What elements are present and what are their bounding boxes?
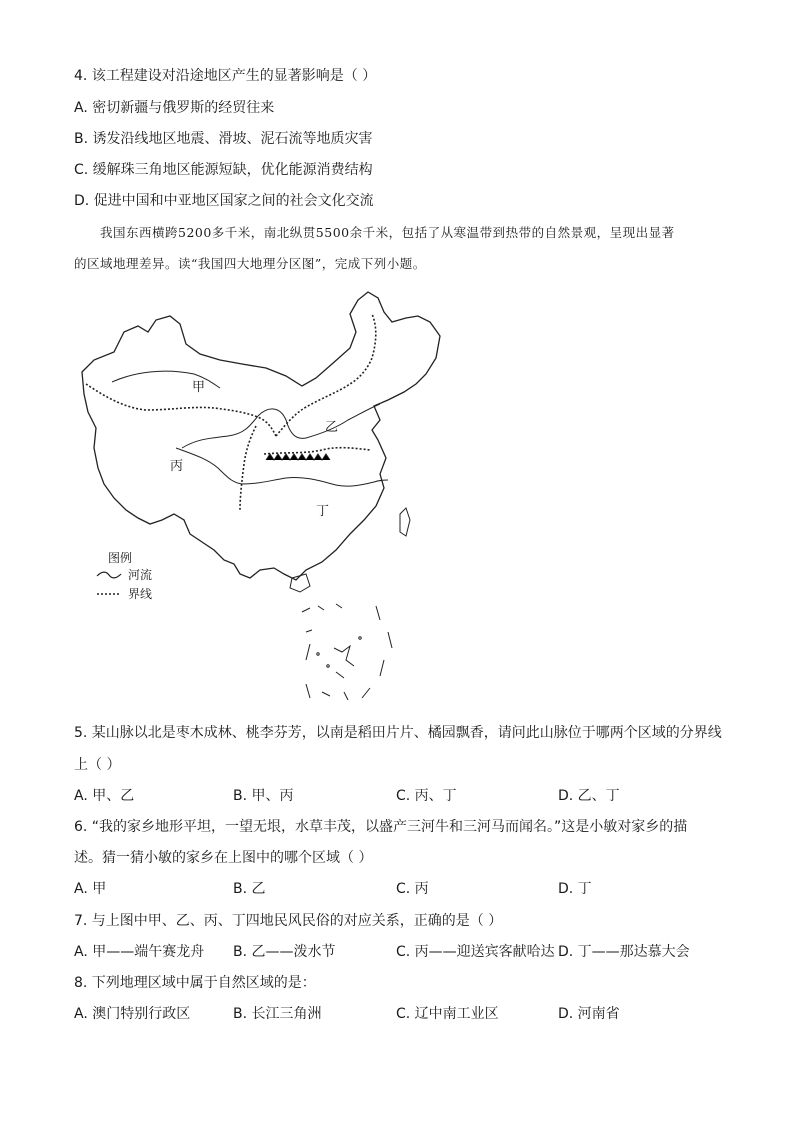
q7-option-c: C. 丙——迎送宾客献哈达 [396,944,555,960]
boundary-qinghai-tibet [240,426,256,510]
q7-option-a: A. 甲——端午赛龙舟 [74,944,205,960]
q6-option-b: B. 乙 [233,881,266,897]
q4-option-b: B. 诱发沿线地区地震、滑坡、泥石流等地质灾害 [74,131,373,147]
region-label-jia: 甲 [192,380,206,395]
q8-options [74,1004,734,1024]
q5-option-b: B. 甲、丙 [233,788,294,804]
q6-option-d: D. 丁 [558,881,592,897]
rivers [112,371,388,486]
q5-options [74,786,734,806]
q6-stem-line-1: 6. “我的家乡地形平坦，一望无垠，水草丰茂，以盛产三河牛和三河马而闻名。”这是小敏对家乡的描 [74,819,688,835]
region-label-ding: 丁 [316,504,330,519]
q4-stem: 4. 该工程建设对沿途地区产生的显著影响是（ ） [74,68,377,84]
q4-option-c: C. 缓解珠三角地区能源短缺，优化能源消费结构 [74,162,373,178]
taiwan-outline [400,508,410,536]
q6-options [74,879,734,899]
region-boundaries [86,314,376,510]
q6-stem-line-2: 述。猜一猜小敏的家乡在上图中的哪个区域（ ） [74,850,373,866]
q5-option-c: C. 丙、丁 [396,788,457,804]
legend-river-row [96,566,152,583]
q8-option-b: B. 长江三角洲 [233,1006,322,1022]
q5-option-d: D. 乙、丁 [558,788,620,804]
q5-option-a: A. 甲、乙 [74,788,135,804]
legend-river-label: 河流 [128,568,153,582]
region-label-bing: 丙 [170,459,184,474]
intro-line-2: 的区域地理差异。读“我国四大地理分区图”，完成下列小题。 [74,256,426,271]
q7-options [74,942,734,962]
q5-stem-line-1: 5. 某山脉以北是枣木成林、桃李芬芳，以南是稻田片片、橘园飘香，请问此山脉位于哪两个区域的分界线 [74,725,722,741]
qinling-mountains [266,454,330,460]
legend-title: 图例 [108,551,133,565]
q6-option-c: C. 丙 [396,881,429,897]
q8-option-d: D. 河南省 [558,1006,620,1022]
q4-option-d: D. 促进中国和中亚地区国家之间的社会文化交流 [74,193,374,209]
country-outline [82,292,440,580]
legend-boundary-row [96,585,152,602]
q7-option-d: D. 丁——那达慕大会 [558,944,690,960]
q8-stem: 8. 下列地理区域中属于自然区域的是： [74,975,316,991]
q7-stem: 7. 与上图中甲、乙、丙、丁四地民风民俗的对应关系，正确的是（ ） [74,913,503,929]
yellow-river [182,404,380,448]
q6-option-a: A. 甲 [74,881,107,897]
intro-line-1: 我国东西横跨5200多千米，南北纵贯5500余千米，包括了从寒温带到热带的自然景观，呈现出显著 [100,225,675,240]
q8-option-c: C. 辽中南工业区 [396,1006,499,1022]
river-legend-icon [96,570,122,580]
q7-option-b: B. 乙——泼水节 [233,944,336,960]
boundary-legend-icon [96,589,122,599]
china-regions-map [74,288,454,708]
south-sea-islands [302,604,392,700]
region-label-yi: 乙 [325,420,339,435]
q8-option-a: A. 澳门特别行政区 [74,1006,191,1022]
legend-boundary-label: 界线 [128,587,153,601]
boundary-qinling-huaihe [264,448,370,454]
q5-stem-line-2: 上（ ） [74,757,121,773]
q4-option-a: A. 密切新疆与俄罗斯的经贸往来 [74,100,275,116]
